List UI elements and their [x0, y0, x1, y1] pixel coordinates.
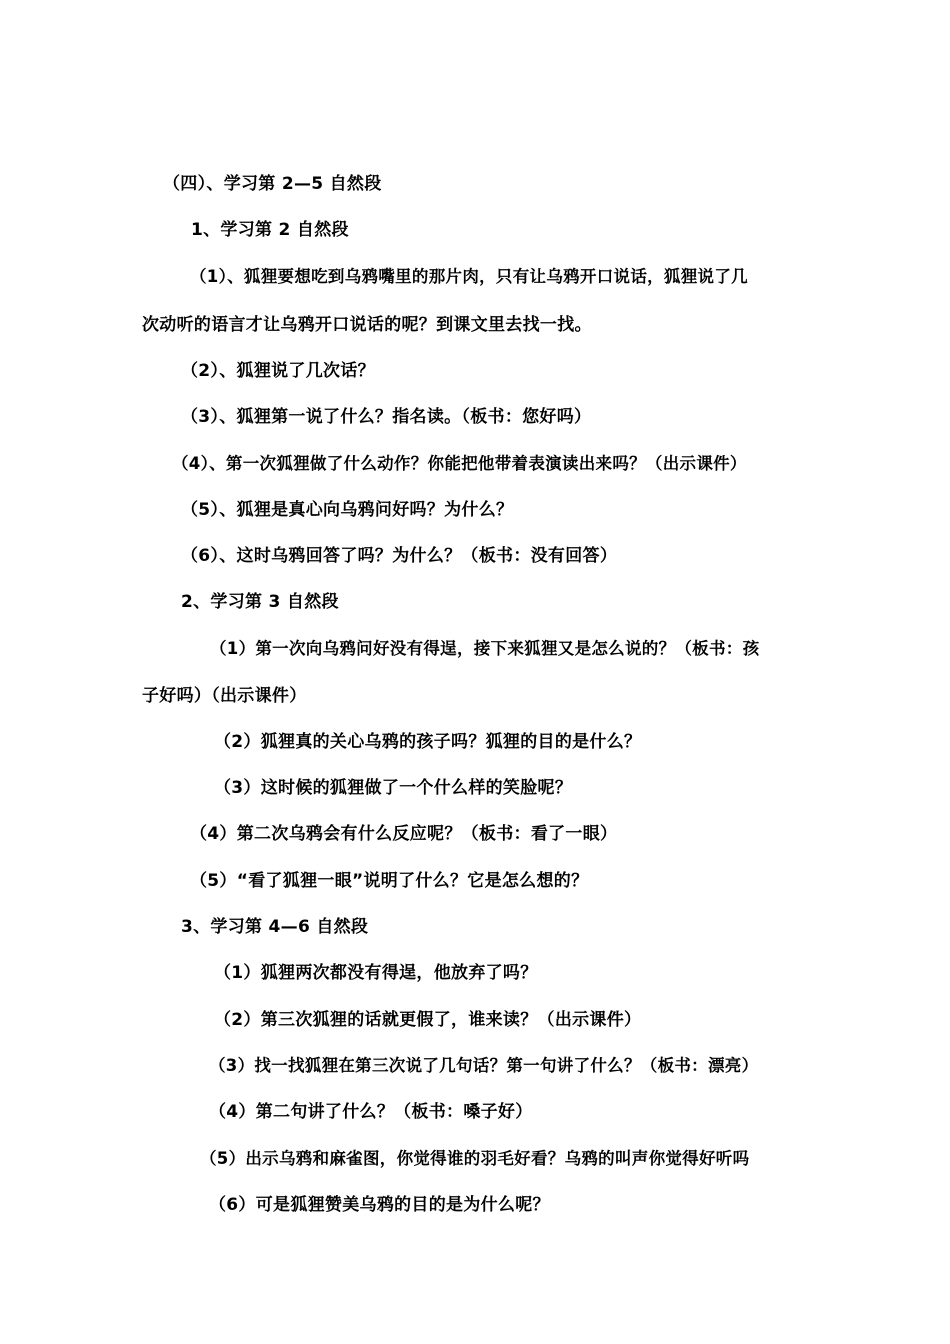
- question-line: （3）这时候的狐狸做了一个什么样的笑脸呢？: [214, 778, 573, 798]
- question-line: （1）狐狸两次都没有得逞，他放弃了吗？: [214, 963, 538, 983]
- question-line: （6）、这时乌鸦回答了吗？为什么？（板书：没有回答）: [181, 546, 618, 566]
- question-line: 次动听的语言才让乌鸦开口说话的呢？到课文里去找一找。: [142, 315, 592, 335]
- question-line: （5）出示乌鸦和麻雀图，你觉得谁的羽毛好看？乌鸦的叫声你觉得好听吗: [200, 1149, 750, 1168]
- question-line: （4）、第一次狐狸做了什么动作？你能把他带着表演读出来吗？（出示课件）: [172, 454, 747, 473]
- question-line: （2）第三次狐狸的话就更假了，谁来读？（出示课件）: [214, 1010, 642, 1030]
- question-line: （5）、狐狸是真心向乌鸦问好吗？为什么？: [181, 500, 514, 520]
- section-heading: （四）、学习第 2—5 自然段: [163, 174, 382, 194]
- question-line: （2）、狐狸说了几次话？: [181, 361, 375, 381]
- question-line: （1）第一次向乌鸦问好没有得逞，接下来狐狸又是怎么说的？（板书：孩: [210, 639, 760, 658]
- question-line: （3）找一找狐狸在第三次说了几句话？第一句讲了什么？（板书：漂亮）: [209, 1056, 759, 1075]
- question-line: 子好吗）（出示课件）: [142, 686, 307, 706]
- subsection-heading: 1、学习第 2 自然段: [191, 220, 349, 240]
- question-line: （2）狐狸真的关心乌鸦的孩子吗？狐狸的目的是什么？: [214, 732, 642, 752]
- question-line: （1）、狐狸要想吃到乌鸦嘴里的那片肉，只有让乌鸦开口说话，狐狸说了几: [190, 267, 748, 286]
- question-line: （3）、狐狸第一说了什么？指名读。（板书：您好吗）: [181, 407, 592, 427]
- question-line: （5）“看了狐狸一眼”说明了什么？它是怎么想的？: [190, 871, 589, 891]
- subsection-heading: 3、学习第 4—6 自然段: [181, 917, 369, 937]
- question-line: （4）第二句讲了什么？（板书：嗓子好）: [209, 1102, 533, 1122]
- question-line: （6）可是狐狸赞美乌鸦的目的是为什么呢？: [209, 1195, 550, 1215]
- question-line: （4）第二次乌鸦会有什么反应呢？（板书：看了一眼）: [190, 824, 618, 844]
- subsection-heading: 2、学习第 3 自然段: [181, 592, 339, 612]
